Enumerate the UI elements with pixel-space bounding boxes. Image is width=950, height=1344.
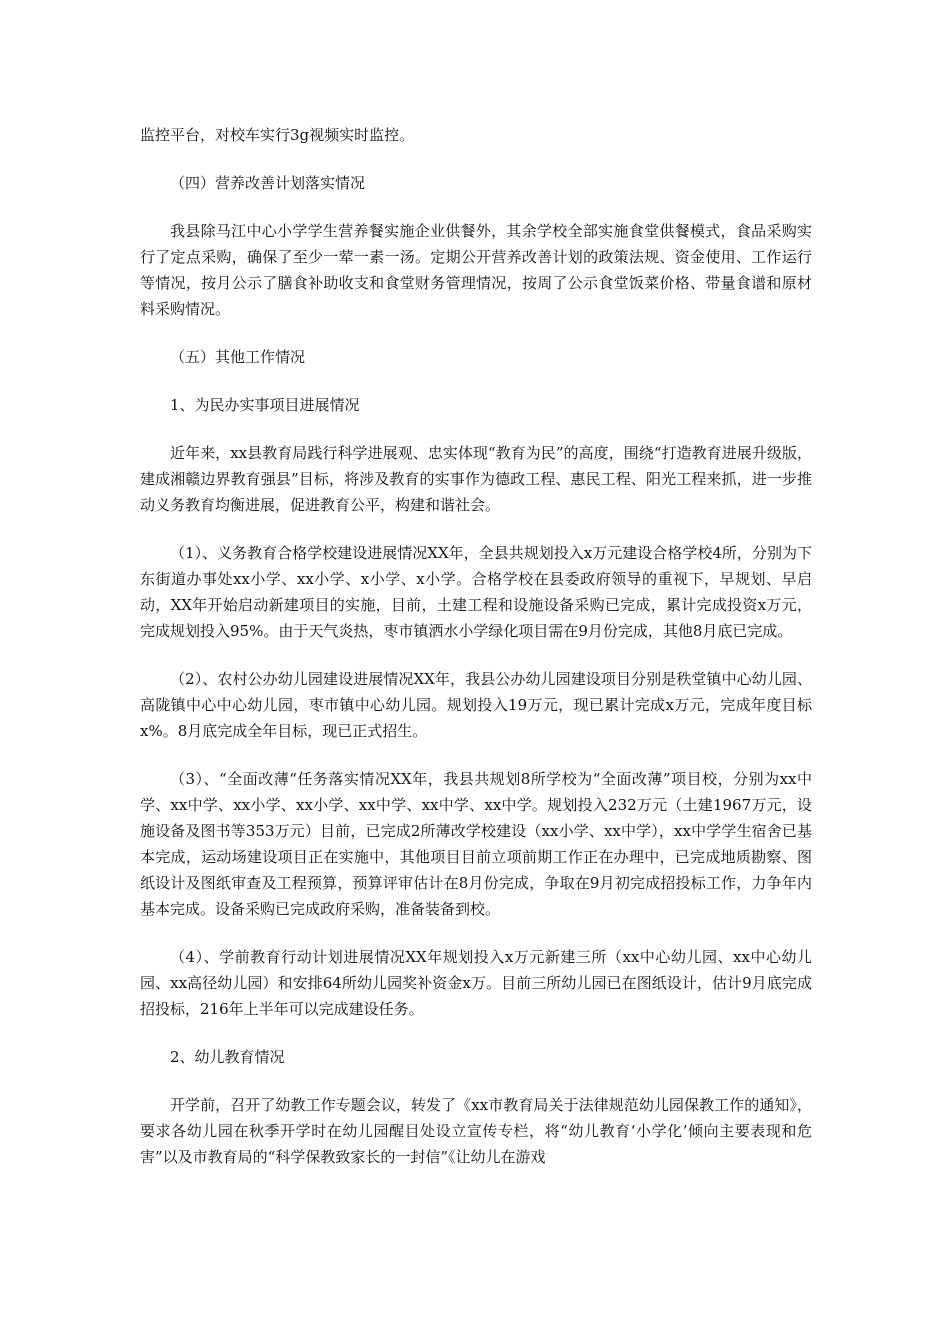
paragraph-item-2: （2）、农村公办幼儿园建设进展情况XX年，我县公办幼儿园建设项目分别是秩堂镇中心幼儿园、高陇镇中心中心幼儿园，枣市镇中心幼儿园。规划投入19万元，现已累计完成x万元，完成年度目标x%。8月底完成全年目标，现已正式招生。: [140, 670, 812, 740]
paragraph-recent-years: 近年来，xx县教育局践行科学进展观、忠实体现“教育为民”的高度，围绕“打造教育进展升级版，建成湘赣边界教育强县”目标，将涉及教育的实事作为德政工程、惠民工程、阳光工程来抓，进一步推动义务教育均衡进展，促进教育公平，构建和谐社会。: [140, 444, 812, 514]
paragraph-continuation: 监控平台，对校车实行3g视频实时监控。: [140, 126, 415, 144]
section-heading-nutrition: （四）营养改善计划落实情况: [170, 174, 366, 192]
paragraph-preschool: 开学前，召开了幼教工作专题会议，转发了《xx市教育局关于法律规范幼儿园保教工作的通知》，要求各幼儿园在秋季开学时在幼儿园醒目处设立宣传专栏，将“幼儿教育‘小学化’倾向主要表现和危害”以及市教育局的“科学保教致家长的一封信”《让幼儿在游戏: [140, 1096, 812, 1166]
document-body: [140, 122, 812, 1192]
paragraph-nutrition: 我县除马江中心小学学生营养餐实施企业供餐外，其余学校全部实施食堂供餐模式，食品采购实行了定点采购，确保了至少一荤一素一汤。定期公开营养改善计划的政策法规、资金使用、工作运行等情况，按月公示了膳食补助收支和食堂财务管理情况，按周了公示食堂饭菜价格、带量食谱和原材料采购情况。: [140, 222, 812, 318]
paragraph-item-1: （1）、义务教育合格学校建设进展情况XX年，全县共规划投入x万元建设合格学校4所，分别为下东街道办事处xx小学、xx小学、x小学、x小学。合格学校在县委政府领导的重视下，早规划、早启动，XX年开始启动新建项目的实施，目前，土建工程和设施设备采购已完成，累计完成投资x万元，完成规划投入95%。由于天气炎热，枣市镇洒水小学绿化项目需在9月份完成，其他8月底已完成。: [140, 544, 812, 640]
section-heading-other-work: （五）其他工作情况: [170, 348, 306, 366]
paragraph-item-3: （3）、“全面改薄“任务落实情况XX年，我县共规划8所学校为“全面改薄”项目校，分别为xx中学、xx中学、xx小学、xx小学、xx中学、xx中学、xx中学。规划投入232万元（土建1967万元，设施设备及图书等353万元）目前，已完成2所薄改学校建设（xx小学、xx中学），xx中学学生宿舍已基本完成，运动场建设项目正在实施中，其他项目目前立项前期工作正在办理中，已完成地质勘察、图纸设计及图纸审查及工程预算，预算评审估计在8月份完成，争取在9月初完成招投标工作，力争年内基本完成。设备采购已完成政府采购，准备装备到校。: [140, 770, 812, 918]
paragraph-item-4: （4）、学前教育行动计划进展情况XX年规划投入x万元新建三所（xx中心幼儿园、xx中心幼儿园、xx高径幼儿园）和安排64所幼儿园奖补资金x万。目前三所幼儿园已在图纸设计，估计9月底完成招投标，216年上半年可以完成建设任务。: [140, 948, 812, 1018]
subheading-preschool: 2、幼儿教育情况: [170, 1048, 285, 1066]
subheading-projects: 1、为民办实事项目进展情况: [170, 396, 360, 414]
